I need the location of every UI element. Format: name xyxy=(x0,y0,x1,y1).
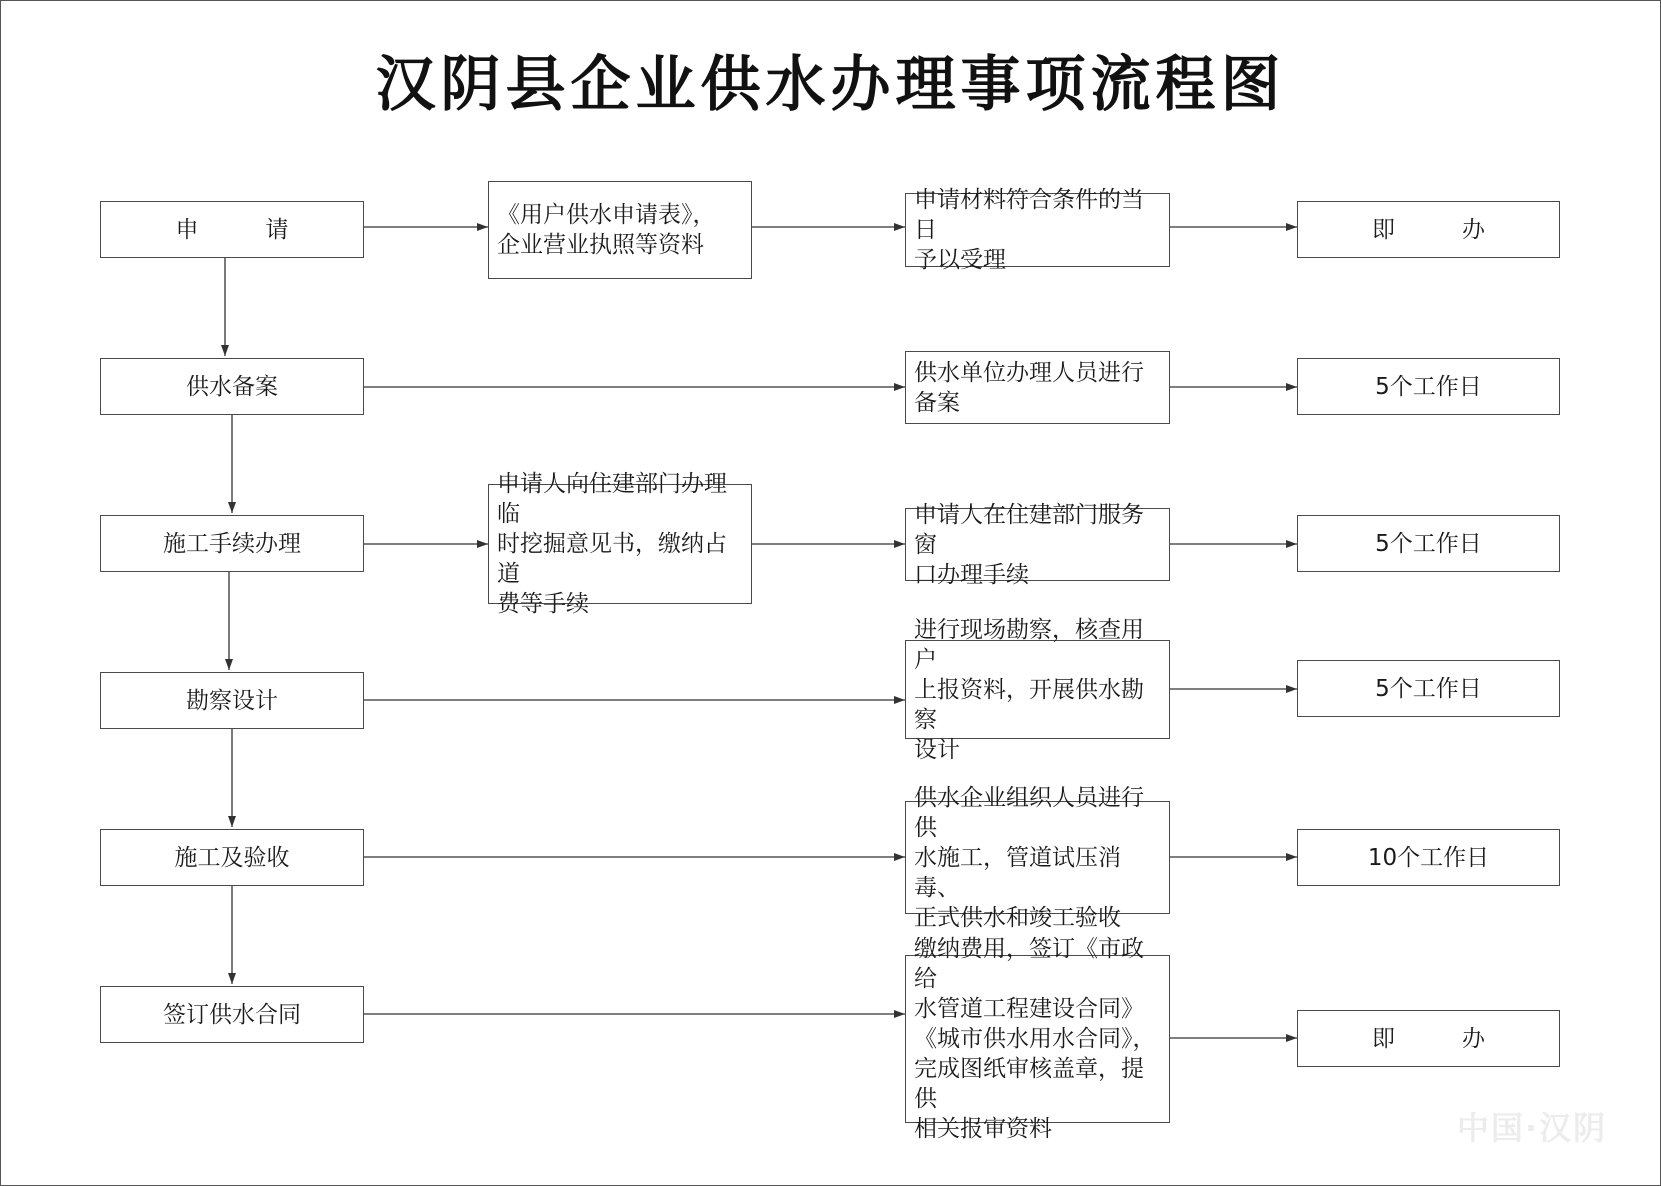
process-text: 缴纳费用，签订《市政给 水管道工程建设合同》 《城市供水用水合同》， 完成图纸审核盖章，提供 相关报审资料 xyxy=(914,936,1156,1142)
process-box-construction-acceptance xyxy=(905,784,1170,931)
materials-box-apply xyxy=(488,181,752,279)
duration-box-filing xyxy=(1297,358,1560,415)
process-text: 申请材料符合条件的当日 予以受理 xyxy=(914,187,1144,273)
materials-text: 申请人向住建部门办理临 时挖掘意见书，缴纳占道 费等手续 xyxy=(497,471,727,617)
duration-text: 即 办 xyxy=(1372,216,1507,243)
duration-text: 5个工作日 xyxy=(1375,675,1482,702)
duration-text: 5个工作日 xyxy=(1375,530,1482,557)
process-box-construction-permit xyxy=(905,501,1170,588)
process-text: 供水企业组织人员进行供 水施工，管道试压消毒、 正式供水和竣工验收 xyxy=(914,784,1144,931)
duration-box-construction-permit xyxy=(1297,515,1560,572)
process-box-sign-contract xyxy=(905,936,1170,1142)
materials-box-construction-permit xyxy=(488,471,752,617)
materials-text: 《用户供水申请表》， 企业营业执照等资料 xyxy=(497,202,716,258)
page-title: 汉阴县企业供水办理事项流程图 xyxy=(375,50,1286,120)
process-text: 供水单位办理人员进行 备案 xyxy=(914,359,1144,416)
process-text: 申请人在住建部门服务窗 口办理手续 xyxy=(914,501,1144,588)
step-label: 勘察设计 xyxy=(186,687,278,714)
step-box-filing xyxy=(100,358,364,415)
process-box-survey-design xyxy=(905,616,1170,763)
duration-box-apply xyxy=(1297,201,1560,258)
step-box-survey-design xyxy=(100,672,364,729)
duration-text: 即 办 xyxy=(1372,1025,1507,1052)
step-label: 施工手续办理 xyxy=(163,530,301,557)
step-label: 施工及验收 xyxy=(174,844,290,871)
duration-box-sign-contract xyxy=(1297,1010,1560,1067)
step-label: 供水备案 xyxy=(186,373,278,400)
duration-text: 10个工作日 xyxy=(1367,844,1490,871)
step-box-construction-acceptance xyxy=(100,829,364,886)
duration-box-survey-design xyxy=(1297,660,1560,717)
watermark: 中国·汉阴 xyxy=(1457,1109,1608,1147)
duration-box-construction-acceptance xyxy=(1297,829,1560,886)
process-box-filing xyxy=(905,351,1170,424)
step-box-construction-permit xyxy=(100,515,364,572)
step-box-sign-contract xyxy=(100,986,364,1043)
process-box-apply xyxy=(905,187,1170,273)
step-label: 签订供水合同 xyxy=(163,1001,301,1028)
step-label: 申 请 xyxy=(175,216,311,243)
step-box-apply xyxy=(100,201,364,258)
process-text: 进行现场勘察，核查用户 上报资料，开展供水勘察 设计 xyxy=(914,616,1144,763)
duration-text: 5个工作日 xyxy=(1375,373,1482,400)
